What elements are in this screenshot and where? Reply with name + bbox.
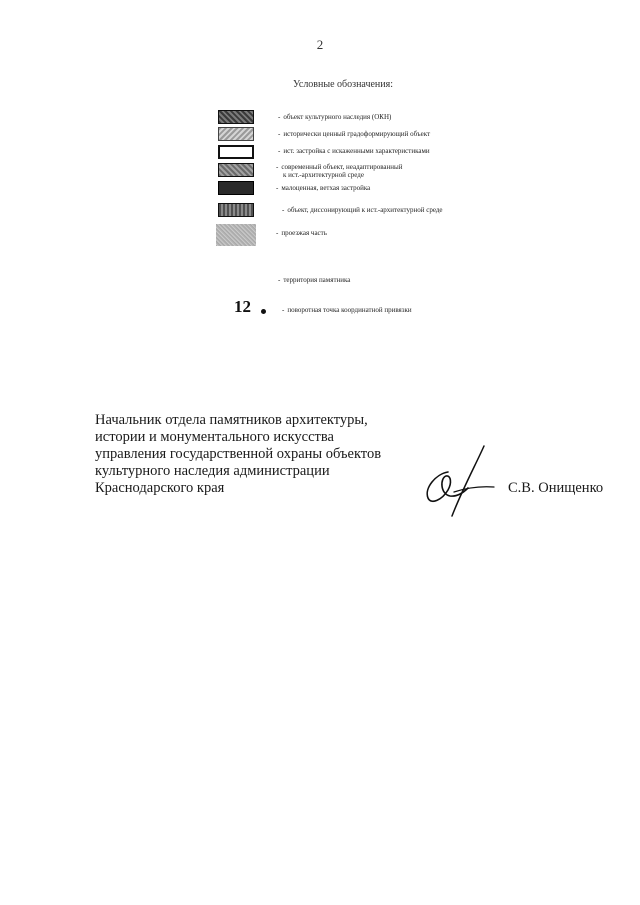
legend-swatch-historic [218, 127, 254, 141]
legend-text: ист. застройка с искаженными характеристиками [283, 147, 430, 155]
handwritten-signature [418, 442, 498, 520]
legend-text: территория памятника [283, 276, 351, 284]
legend-text-line2: к ист.-архитектурной среде [283, 171, 364, 179]
point-number: 12 [234, 297, 251, 316]
legend-dash: - [276, 163, 279, 171]
signer-name: С.В. Онищенко [508, 480, 604, 496]
legend-text: поворотная точка координатной привязки [287, 306, 412, 314]
point-dot-icon [261, 309, 266, 314]
legend-text: объект культурного наследия (ОКН) [283, 113, 392, 121]
signature-line: Краснодарского края [95, 480, 225, 496]
legend-text: объект, диссонирующий к ист.-архитектурной среде [287, 206, 443, 214]
legend-label-distorted [278, 147, 430, 155]
signature-line: истории и монументального искусства [95, 429, 334, 445]
legend-dash: - [278, 276, 281, 284]
legend-dash: - [282, 306, 285, 314]
legend-dash: - [278, 113, 281, 121]
signature-block [95, 412, 381, 497]
legend-dash: - [282, 206, 285, 214]
legend-dash: - [276, 229, 279, 237]
page-number: 2 [316, 37, 324, 52]
legend-swatch-okn [218, 110, 254, 124]
legend-swatch-dissonant [218, 203, 254, 217]
legend-text: современный объект, неадаптированный [281, 163, 403, 171]
signature-line: Начальник отдела памятников архитектуры, [95, 412, 368, 428]
legend-label-point [282, 306, 412, 314]
legend-label-low-value [276, 184, 370, 192]
legend-dash: - [278, 147, 281, 155]
legend-label-modern [276, 163, 402, 179]
legend-swatch-distorted [218, 145, 254, 159]
legend-text: исторически ценный градоформирующий объект [283, 130, 431, 138]
legend-swatch-road [216, 224, 256, 246]
legend-label-historic [278, 130, 430, 138]
legend-label-territory [278, 276, 350, 284]
legend-text: проезжая часть [281, 229, 327, 237]
legend-title: Условные обозначения: [293, 79, 394, 90]
signature-line: культурного наследия администрации [95, 463, 330, 479]
legend-label-dissonant [282, 206, 443, 214]
legend-swatch-modern [218, 163, 254, 177]
legend-swatch-low-value [218, 181, 254, 195]
legend-label-road [276, 229, 327, 237]
legend-text: малоценная, ветхая застройка [281, 184, 371, 192]
legend-label-okn [278, 113, 391, 121]
signature-line: управления государственной охраны объектов [95, 446, 382, 462]
legend-dash: - [278, 130, 281, 138]
legend-dash: - [276, 184, 279, 192]
